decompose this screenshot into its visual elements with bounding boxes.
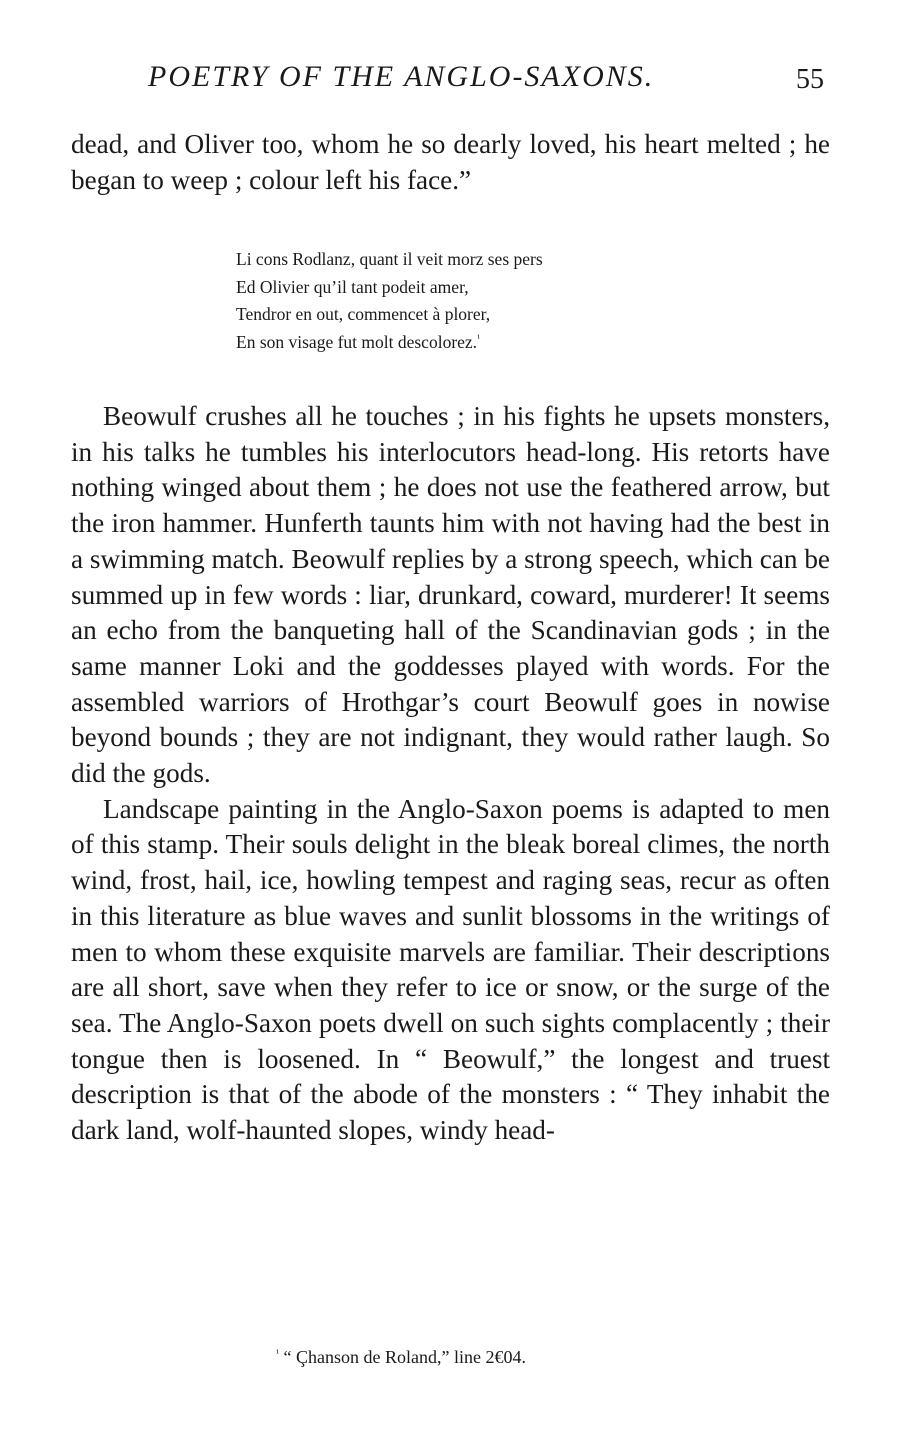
paragraph-text: dead, and Oliver too, whom he so dearly loved, his heart melted ; he began to weep ; colour left his face.” [71, 129, 830, 195]
footnote [276, 1347, 526, 1368]
verse-line: Ed Olivier qu’il tant podeit amer, [236, 276, 469, 297]
paragraph-landscape: Landscape painting in the Anglo-Saxon poems is adapted to men of this stamp. Their souls delight in the bleak boreal climes, the north wind, frost, hail, ice, howling tempest and raging seas, recur as often in this literature as blue waves and sunlit blossoms in the writings of men to whom these exquisite marvels are familiar. Their descriptions are all short, save when they refer to ice or snow, or the surge of the sea. The Anglo-Saxon poets dwell on such sights complacently ; their tongue then is loosened. In “ Beowulf,” the longest and truest description is that of the abode of the monsters : “ They inhabit the dark land, wolf-haunted slopes, windy head- [71, 793, 830, 1146]
french-verse-quotation [236, 246, 543, 356]
body-text [71, 399, 830, 1149]
footnote-marker: ¹ [276, 1348, 279, 1359]
verse-line-last [236, 329, 543, 357]
paragraph-beowulf: Beowulf crushes all he touches ; in his fights he upsets monsters, in his talks he tumbles his interlocutors head-long. His retorts have nothing winged about them ; he does not use the feathered arrow, but the iron hammer. Hunferth taunts him with not having had the best in a swimming match. Beowulf replies by a strong speech, which can be summed up in few words : liar, drunkard, coward, murderer! It seems an echo from the banqueting hall of the Scandinavian gods ; in the same manner Loki and the goddesses played with words. For the assembled warriors of Hrothgar’s court Beowulf goes in nowise beyond bounds ; they are not indignant, they would rather laugh. So did the gods. [71, 401, 830, 789]
opening-paragraph [71, 127, 830, 198]
verse-line: Li cons Rodlanz, quant il veit morz ses pers [236, 249, 543, 269]
footnote-text: “ Çhanson de Roland,” line 2€04. [283, 1347, 526, 1367]
page-number: 55 [796, 64, 824, 95]
verse-line: Tendror en out, commencet à plorer, [236, 304, 491, 324]
footnote-reference-marker: ¹ [477, 332, 481, 344]
running-title: POETRY OF THE ANGLO-SAXONS. [148, 60, 655, 93]
verse-line-text: En son visage fut molt descolorez. [236, 331, 478, 352]
